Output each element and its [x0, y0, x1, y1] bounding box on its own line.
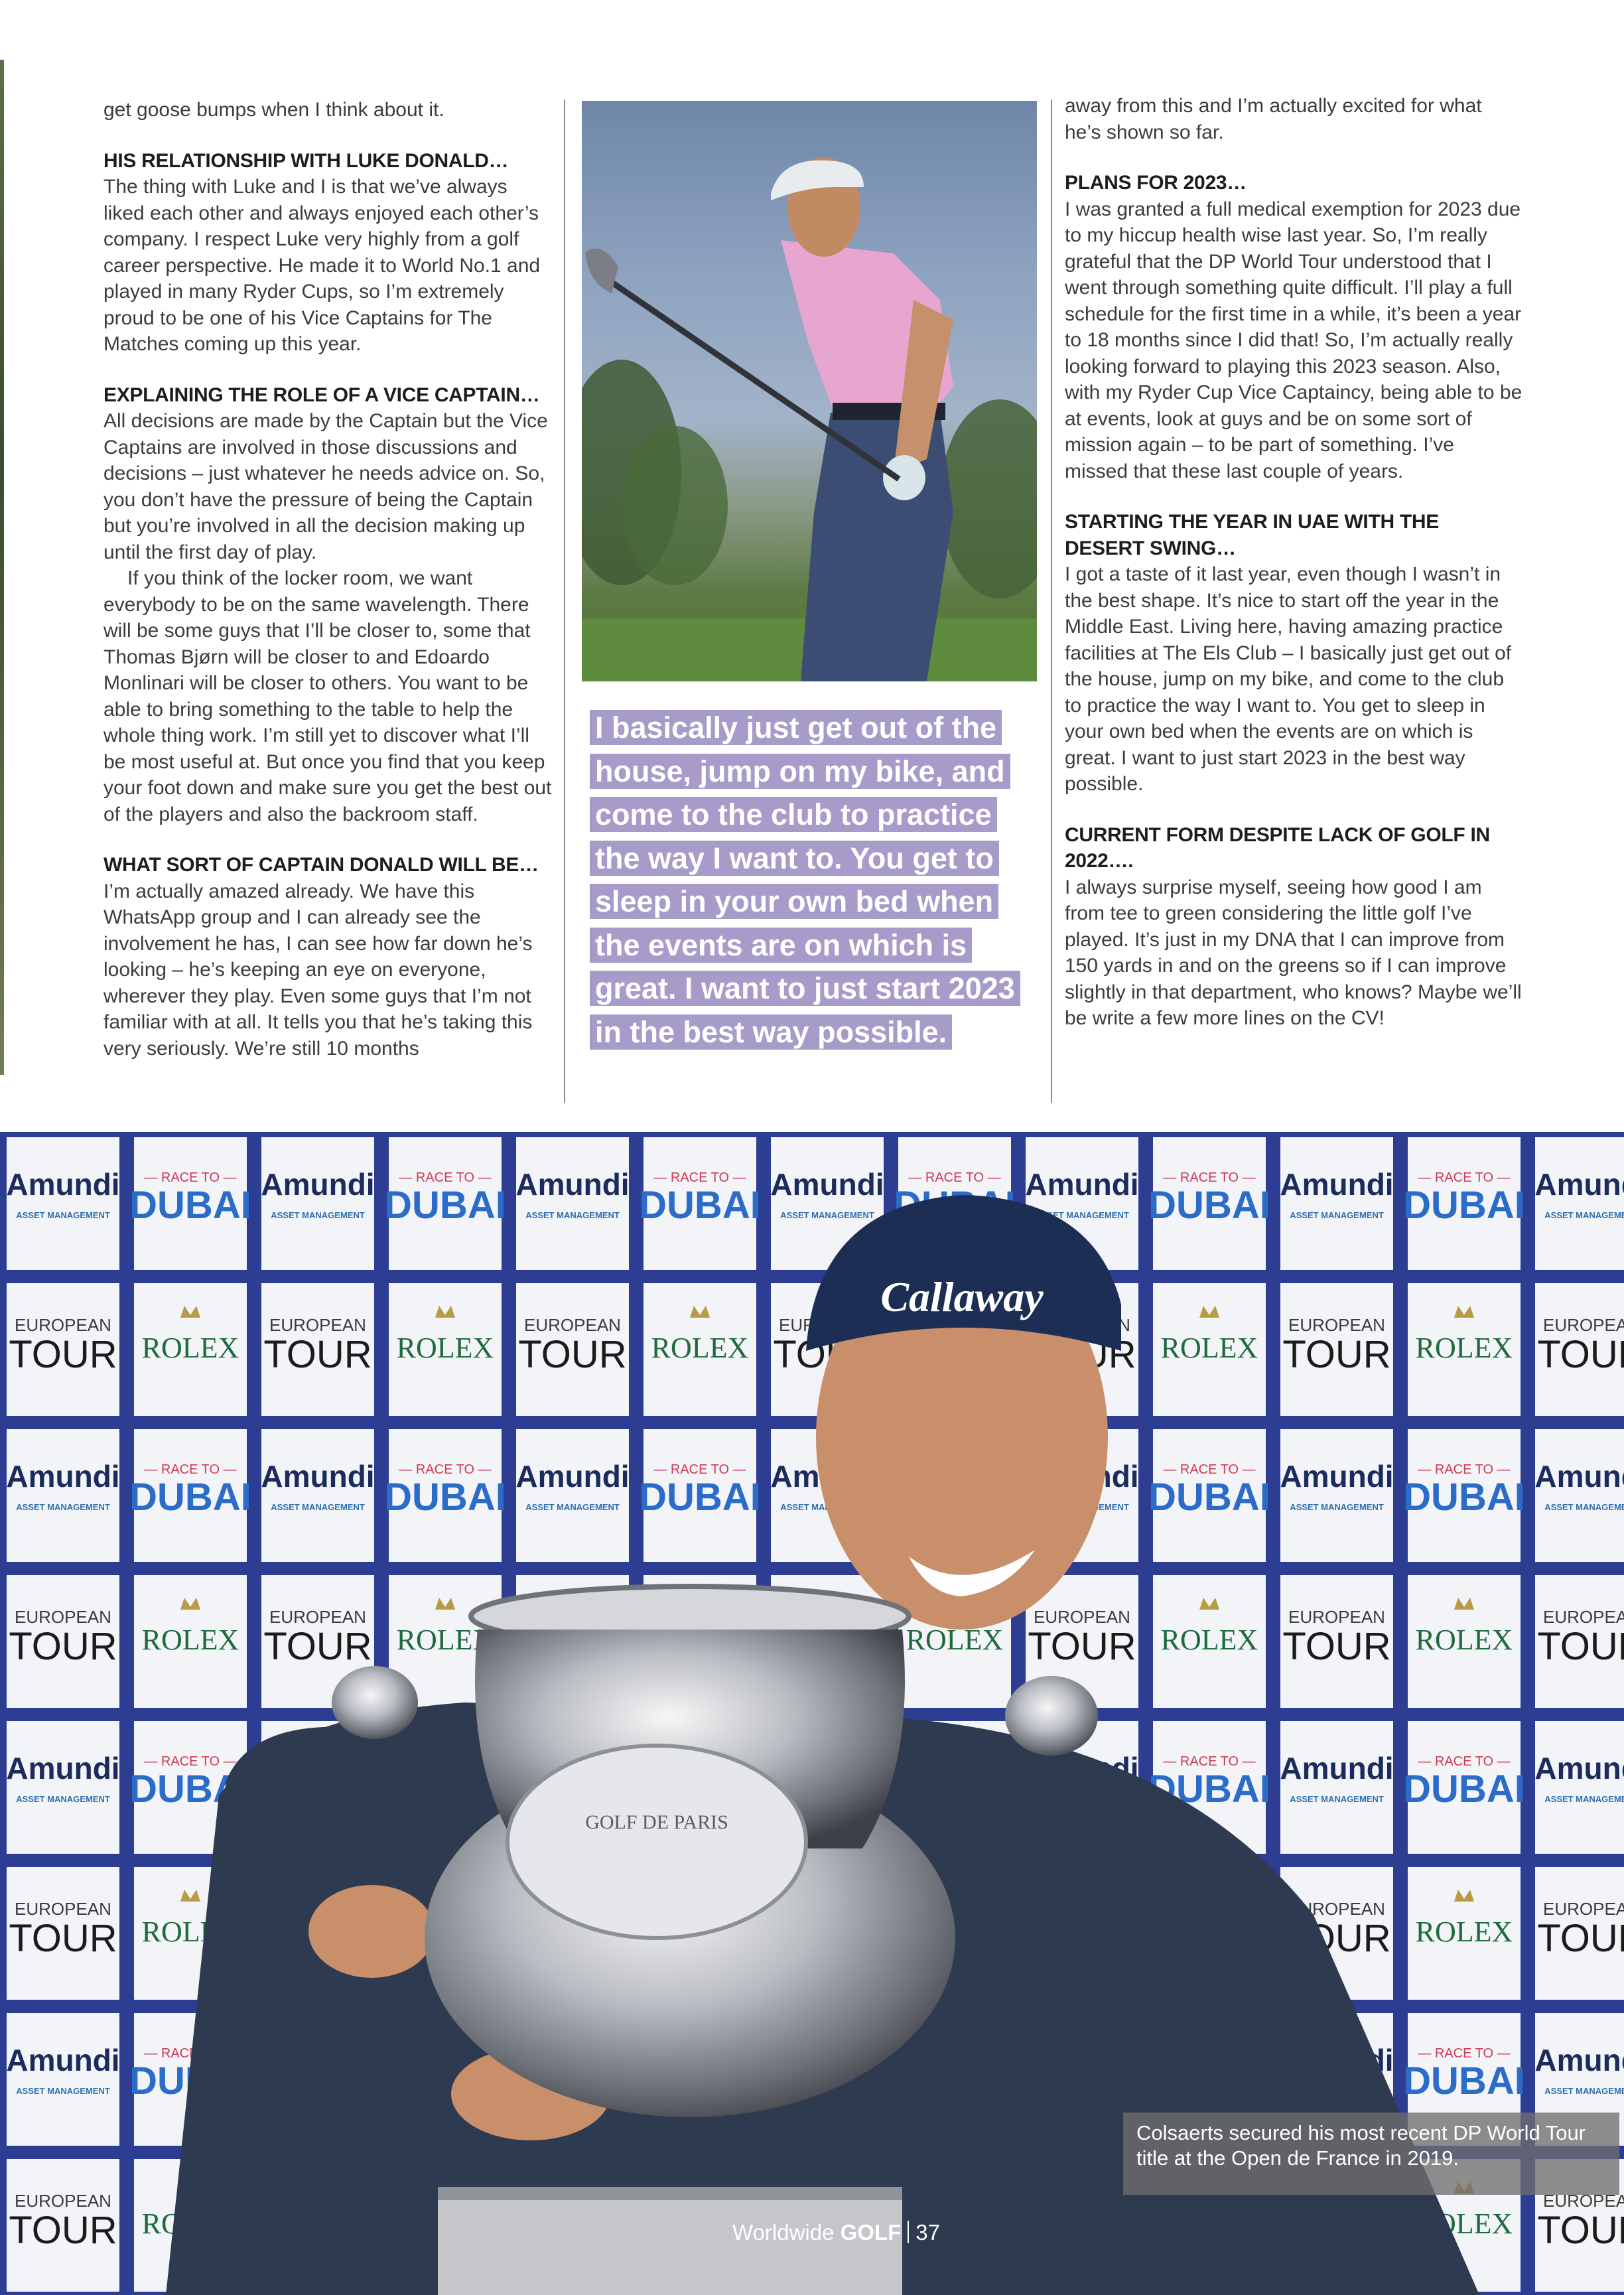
- section-heading: CURRENT FORM DESPITE LACK OF GOLF IN 2022….: [1065, 823, 1490, 872]
- paragraph: away from this and I’m actually excited for what he’s shown so far.: [1065, 95, 1482, 143]
- column-divider: [564, 100, 565, 1103]
- pull-quote-text: I basically just get out of the house, jump on my bike, and come to the club to practice the way I want to. You get to sleep in your own bed when the events are on which is great. I want to just start 2023 in the best way possible.: [590, 710, 1020, 1050]
- page-number: 37: [915, 2220, 940, 2245]
- trophy-engraving: GOLF DE PARIS: [585, 1811, 728, 1833]
- folio-separator: [908, 2221, 909, 2243]
- left-edge-photo-strip: [0, 60, 4, 1075]
- page-folio: [732, 2220, 940, 2245]
- photo-caption-text: Colsaerts secured his most recent DP World Tour title at the Open de France in 2019.: [1136, 2121, 1586, 2170]
- paragraph: I always surprise myself, seeing how good I am from tee to green considering the little golf I’ve played. It’s just in my DNA that I can improve from 150 yards in and on the greens so if I can improve slightly in that department, who knows? Maybe we’ll be write a few more lines on the CV!: [1065, 876, 1522, 1029]
- magazine-name-bold: GOLF: [840, 2220, 902, 2245]
- paragraph: All decisions are made by the Captain but the Vice Captains are involved in those discussions and decisions – just whatever he needs advice on. So, you don’t have the pressure of being the Captain but you’re involved in all the decision making up until the first day of play.: [103, 410, 548, 563]
- photo-caption: [1123, 2113, 1619, 2195]
- paragraph: I was granted a full medical exemption for 2023 due to my hiccup health wise last year. So, I’m really grateful that the DP World Tour understood that I went through something quite difficult. I’ll play a full schedule for the first time in a while, it’s been a year to 18 months since I did that! So, I’m actually really looking forward to playing this 2023 season. Also, with my Ryder Cup Vice Captaincy, being able to be at events, look at guys and be on some sort of mission again – to be part of something. I’ve missed that these last couple of years.: [1065, 198, 1522, 482]
- article-column-left: [103, 97, 552, 1062]
- paragraph: The thing with Luke and I is that we’ve always liked each other and always enjoyed each other’s company. I respect Luke very highly from a golf career perspective. He made it to World No.1 and played in many Ryder Cups, so I’m extremely proud to be one of his Vice Captains for The Matches coming up this year.: [103, 176, 541, 355]
- paragraph: If you think of the locker room, we want everybody to be on the same wavelength. There will be some guys that I’ll be closer to, some that Thomas Bjørn will be closer to and Edoardo Monlinari will be closer to others. You want to be able to bring something to the table to help the whole thing work. I’m still yet to discover what I’ll be most useful at. But once you find that you keep your foot down and make sure you get the best out of the players and also the backroom staff.: [103, 567, 552, 825]
- article-column-right: [1065, 93, 1522, 1032]
- section-heading: WHAT SORT OF CAPTAIN DONALD WILL BE…: [103, 854, 539, 876]
- section-heading: EXPLAINING THE ROLE OF A VICE CAPTAIN…: [103, 383, 540, 406]
- section-heading: PLANS FOR 2023…: [1065, 172, 1247, 194]
- column-divider: [1051, 100, 1052, 1103]
- cap-logo-text: Callaway: [880, 1273, 1044, 1320]
- pull-quote: [590, 706, 1028, 1054]
- section-heading: STARTING THE YEAR IN UAE WITH THE DESERT SWING…: [1065, 511, 1439, 559]
- golfer-swing-photo: [582, 101, 1037, 681]
- paragraph: I’m actually amazed already. We have this WhatsApp group and I can already see the involvement he has, I can see how far down he’s looking – he’s keeping an eye on everyone, wherever they play. Even some guys that I’m not familiar with at all. It tells you that he’s taking this very seriously. We’re still 10 months: [103, 880, 533, 1060]
- section-heading: HIS RELATIONSHIP WITH LUKE DONALD…: [103, 149, 509, 172]
- golfer-swing-illustration: [582, 101, 1037, 681]
- paragraph: get goose bumps when I think about it.: [103, 99, 444, 121]
- paragraph: I got a taste of it last year, even though I wasn’t in the best shape. It’s nice to start off the year in the Middle East. Living here, having amazing practice facilities at The Els Club – I basically just get out of the house, jump on my bike, and come to the club to practice the way I want to. You get to sleep in your own bed when the events are on which is great. I want to just start 2023 in the best way possible.: [1065, 563, 1512, 795]
- magazine-name: Worldwide: [732, 2220, 841, 2245]
